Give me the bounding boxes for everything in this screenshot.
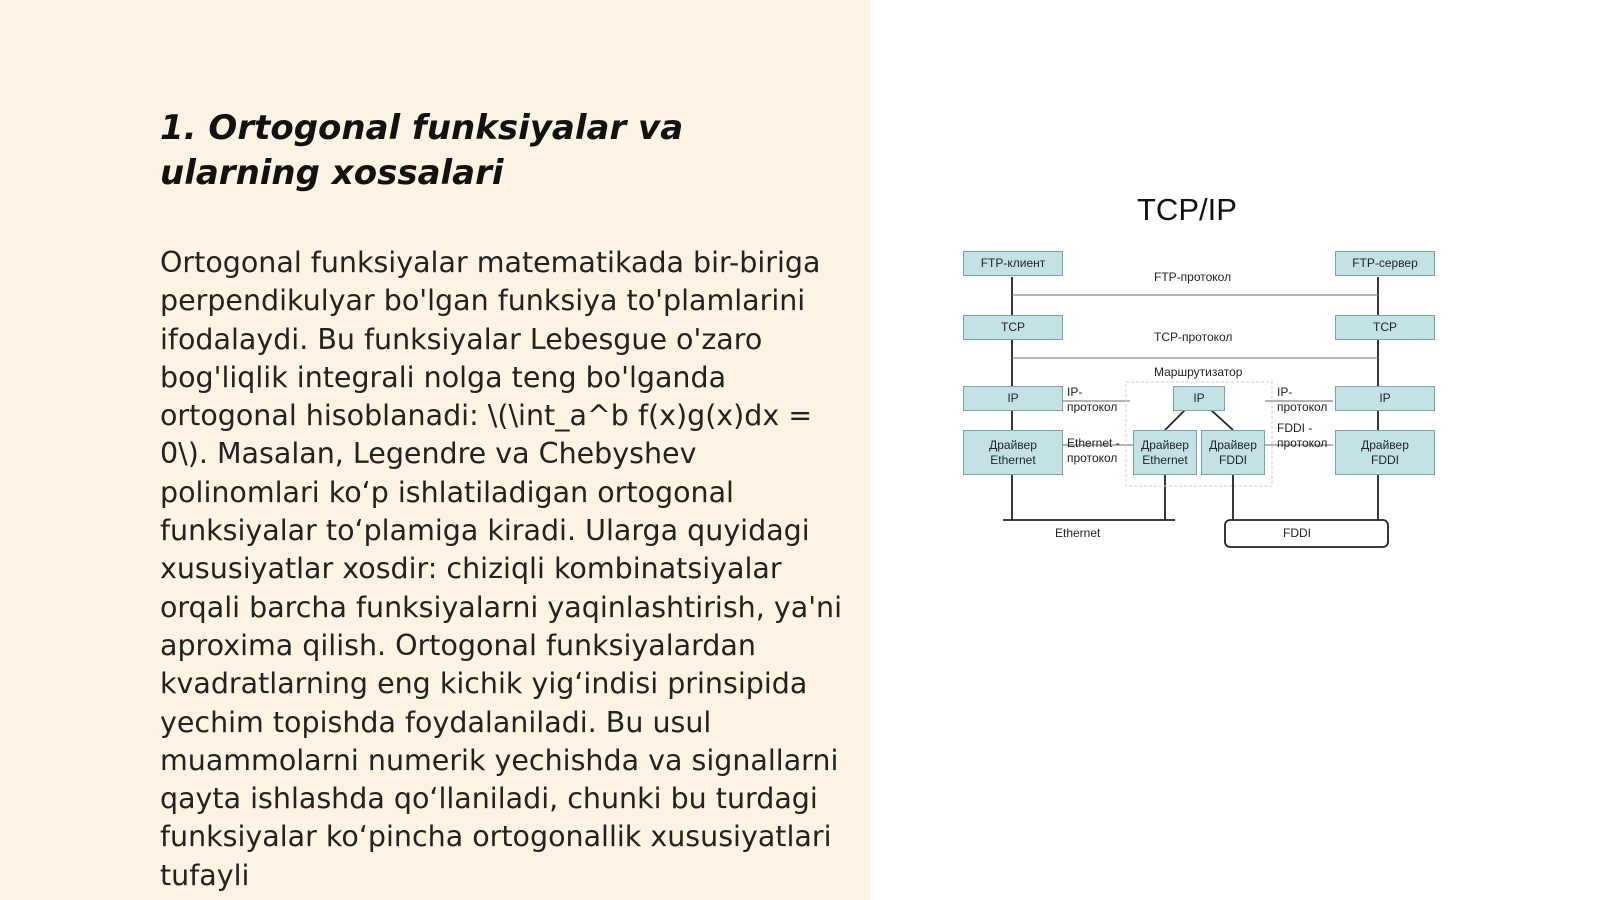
- ip-router-box: IP: [1173, 386, 1225, 411]
- tcp-left-box: TCP: [963, 315, 1063, 340]
- slide-body-text: Ortogonal funksiyalar matematikada bir-biriga perpendikulyar bo'lgan funksiya to'plamlarini ifodalaydi. Bu funksiyalar Lebesgue o'zaro bog'liqlik integrali nolga teng bo'lganda ortogonal hisoblanadi: \(\int_a^b f(x)g(x)dx = 0\). Masalan, Legendre va Chebyshev polinomlari ko‘p ishlatiladigan ortogonal funksiyalar to‘plamiga kiradi. Ularga quyidagi xususiyatlar xosdir: chiziqli kombinatsiyalar orqali barcha funksiyalarni yaqinlashtirish, ya'ni aproxima qilish. Ortogonal funksiyalardan kvadratlarning eng kichik yig‘indisi prinsipida yechim topishda foydalaniladi. Bu usul muammolarni numerik yechishda va signallarni qayta ishlashda qo‘llaniladi, chunki bu turdagi funksiyalar ko‘pincha ortogonallik xususiyatlari tufayli: [160, 246, 843, 892]
- driver-fddi-right-box: Драйвер FDDI: [1335, 430, 1435, 475]
- ip-protocol-left-label: IP- протокол: [1067, 385, 1118, 414]
- tcp-protocol-label: TCP-протокол: [1154, 330, 1233, 344]
- driver-fddi-router-box: Драйвер FDDI: [1201, 430, 1265, 475]
- ftp-server-box: FTP-сервер: [1335, 251, 1435, 276]
- diagram-lines: [945, 190, 1445, 570]
- ip-left-box: IP: [963, 386, 1063, 411]
- driver-ethernet-router-box: Драйвер Ethernet: [1133, 430, 1197, 475]
- diagram-title: TCP/IP: [1137, 192, 1237, 227]
- slide-title: 1. Ortogonal funksiyalar va ularning xossalari: [160, 108, 684, 193]
- fddi-bus-label: FDDI: [1283, 526, 1311, 540]
- ethernet-bus-label: Ethernet: [1055, 526, 1101, 540]
- ftp-client-box: FTP-клиент: [963, 251, 1063, 276]
- tcp-right-box: TCP: [1335, 315, 1435, 340]
- ip-protocol-right-label: IP- протокол: [1277, 385, 1328, 414]
- ip-right-box: IP: [1335, 386, 1435, 411]
- ftp-protocol-label: FTP-протокол: [1154, 270, 1232, 284]
- router-label: Маршрутизатор: [1154, 365, 1243, 379]
- driver-ethernet-left-box: Драйвер Ethernet: [963, 430, 1063, 475]
- ethernet-protocol-label: Ethernet - протокол: [1067, 436, 1120, 465]
- fddi-protocol-label: FDDI - протокол: [1277, 421, 1328, 450]
